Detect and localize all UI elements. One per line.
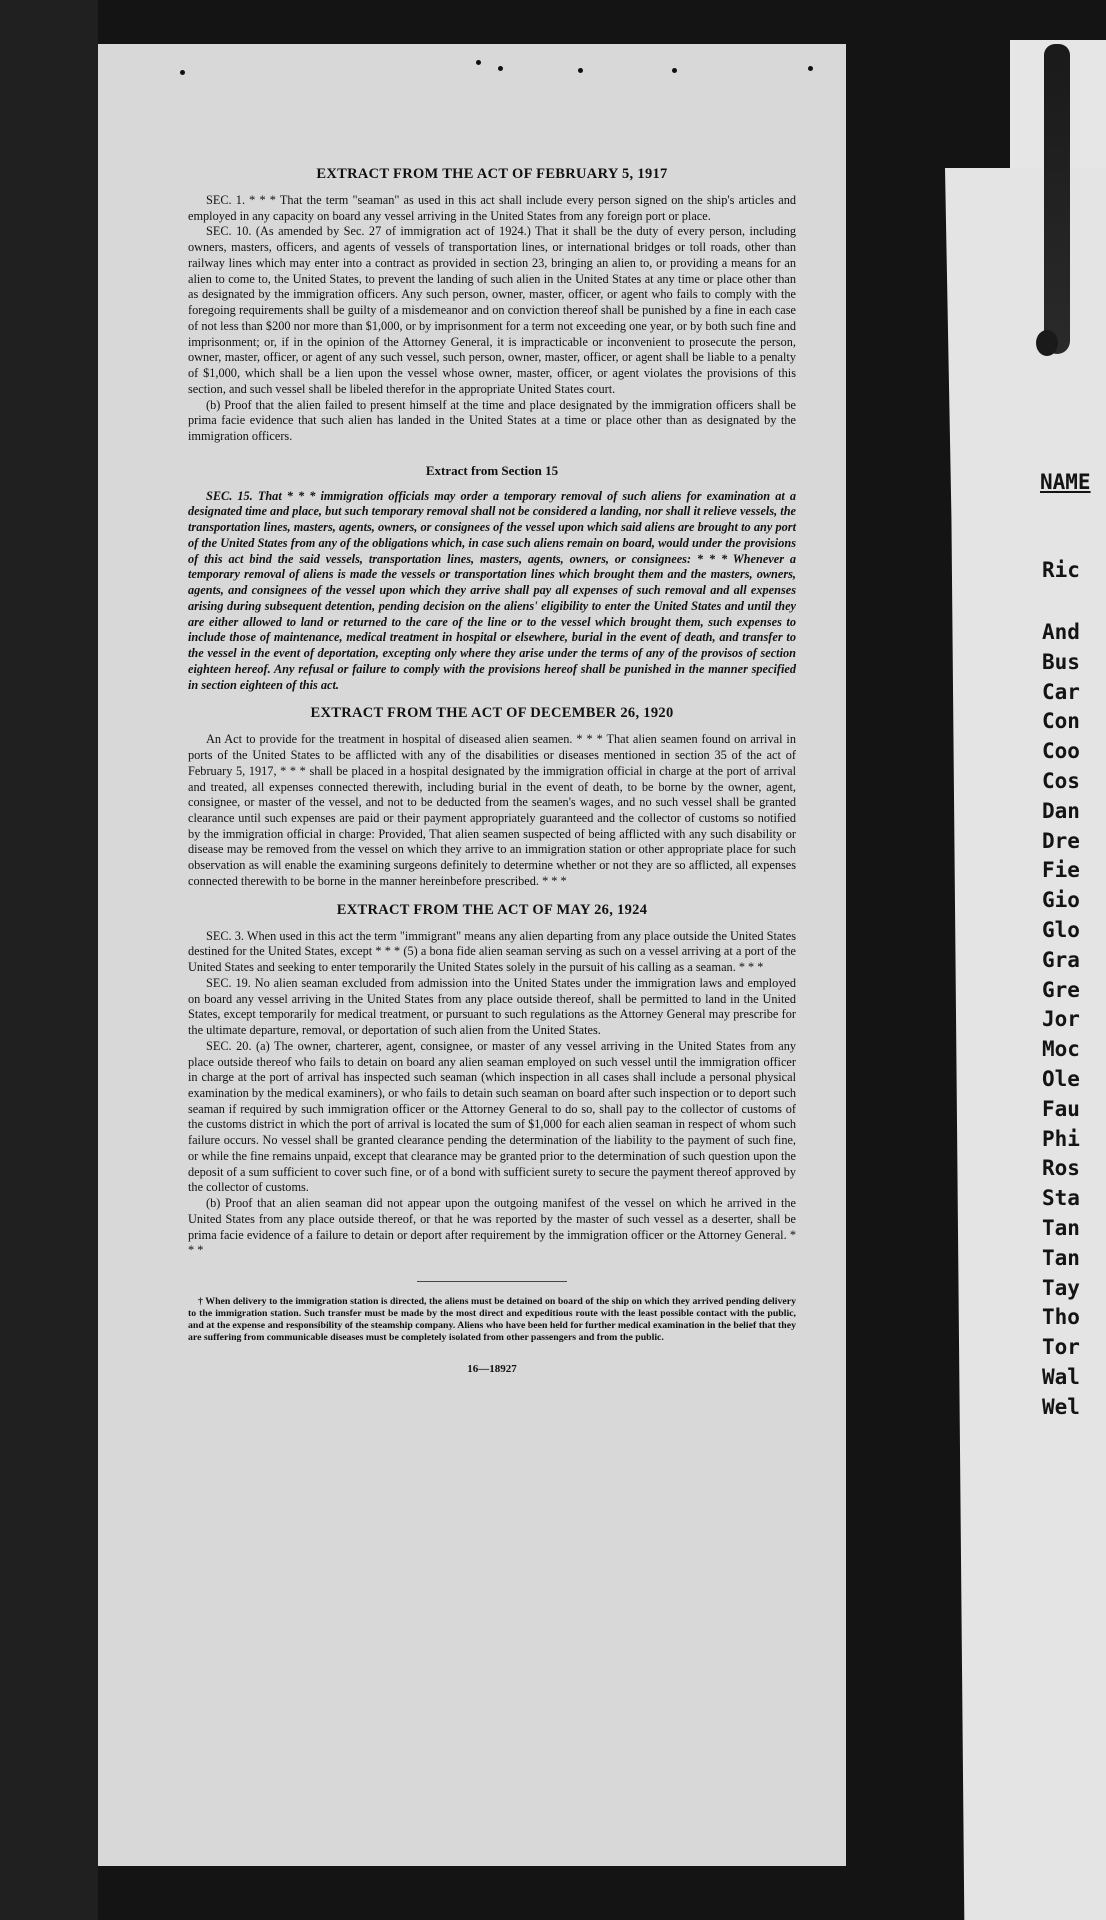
adjacent-page-name: Sta bbox=[1042, 1186, 1080, 1211]
paragraph: SEC. 19. No alien seaman excluded from admission into the United States under the immigration laws and employed on board any vessel arriving in the United States from any place outside thereof, shall be permitted to land in the United States, except temporarily for medical treatment, or pursuant to such regulations as the Attorney General may prescribe for the ultimate departure, removal, or deportation of such alien from the United States. bbox=[188, 975, 796, 1038]
adjacent-page-name: Wal bbox=[1042, 1364, 1080, 1389]
section-subtitle: Extract from Section 15 bbox=[425, 462, 559, 478]
divider bbox=[417, 1281, 567, 1282]
adjacent-page-name: Bus bbox=[1042, 649, 1080, 674]
section-title: EXTRACT FROM THE ACT OF DECEMBER 26, 1920 bbox=[310, 705, 674, 722]
ink-drop bbox=[1036, 330, 1058, 356]
paragraph: SEC. 10. (As amended by Sec. 27 of immigration act of 1924.) That it shall be the duty of every person, including owners, masters, officers, and agents of vessels of transportation lines, or international bridges or toll roads, other than railway lines which may enter into a contract as provided in section 23, bringing an alien to, or providing a means for an alien to come to, the United States, to prevent the landing of such alien in the United States at any time or place other than as designated by the immigration officers. Any such person, owner, master, officer, or agent who fails to comply with the foregoing requirements shall be guilty of a misdemeanor and on conviction thereof shall be punished by a fine in each case of not less than $200 nor more than $1,000, or by imprisonment for a term not exceeding one year, or by both such fine and imprisonment; or, if in the opinion of the Attorney General, it is impracticable or inconvenient to prosecute the person, owner, master, officer, or agent of any such vessel, such person, owner, master, officer, or agent shall be liable to a penalty of $1,000, which shall be a lien upon the vessel whose owner, master, officer, or agent violates the provisions of this section, and such vessel shall be libeled therefor in the appropriate United States court. bbox=[188, 224, 796, 396]
form-number: 16—18927 bbox=[467, 1362, 517, 1375]
adjacent-page-name: Dan bbox=[1042, 798, 1080, 823]
adjacent-page-name: Fau bbox=[1042, 1096, 1080, 1121]
adjacent-page-name: Ric bbox=[1042, 558, 1080, 582]
adjacent-page-name: Tor bbox=[1042, 1335, 1080, 1360]
section-title: EXTRACT FROM THE ACT OF MAY 26, 1924 bbox=[336, 901, 648, 918]
adjacent-page bbox=[945, 168, 1106, 1920]
adjacent-page-name: Gre bbox=[1042, 977, 1080, 1002]
adjacent-page-name: Coo bbox=[1042, 739, 1080, 764]
adjacent-page-name: Tan bbox=[1042, 1245, 1080, 1270]
adjacent-page-name: Tho bbox=[1042, 1305, 1080, 1330]
paragraph: An Act to provide for the treatment in hospital of diseased alien seamen. * * * That alien seamen found on arrival in ports of the United States to be afflicted with any of the disabilities or diseases mentioned in section 35 of the act of February 5, 1917, * * * shall be placed in a hospital designated by the immigration official in charge at the port of arrival and treated, all expenses connected therewith, including burial in the event of death, to be borne by the owner, agent, consignee, or master of the vessel, and not to be deducted from the seamen's wages, and no such vessel shall be granted clearance until such expenses are paid or their payment appropriately guaranteed and the collector of customs so notified by the immigration official in charge: Provided, That alien seamen suspected of being afflicted with any such disability or disease may be removed from the vessel on which they arrive to an immigration station or other appropriate place for such observation as will enable the examining surgeons definitely to determine whether or not they are so afflicted, all expenses connected therewith to be borne in the manner hereinbefore prescribed. * * * bbox=[188, 732, 796, 888]
adjacent-page-name: Ole bbox=[1042, 1066, 1080, 1091]
paragraph: SEC. 1. * * * That the term "seaman" as used in this act shall include every person signed on the ship's articles and employed in any capacity on board any vessel arriving in the United States from any foreign port or place. bbox=[188, 193, 796, 223]
paragraph: (b) Proof that the alien failed to present himself at the time and place designated by the immigration officers shall be prima facie evidence that such alien has landed in the United States at a time or place other than as designated by the immigration officers. bbox=[188, 397, 796, 444]
adjacent-page-name: Moc bbox=[1042, 1037, 1080, 1062]
ink-blot bbox=[1044, 44, 1070, 354]
paragraph: (b) Proof that an alien seaman did not appear upon the outgoing manifest of the vessel on which he arrived in the United States from any place outside thereof, or that he was reported by the master of such vessel as a deserter, shall be prima facie evidence of a failure to detain or deport after requirement by the immigration officer or the Attorney General. * * * bbox=[188, 1196, 796, 1258]
adjacent-page-name: Phi bbox=[1042, 1126, 1080, 1151]
adjacent-page-name: Dre bbox=[1042, 828, 1080, 853]
footnote: † When delivery to the immigration station is directed, the aliens must be detained on board of the ship on which they arrived pending delivery to the immigration station. Such transfer must be made by the most direct and expeditious route with the least possible contact with the public, and at the expense and responsibility of the steamship company. Aliens who have been held for further medical examination in the belief that they are suffering from communicable diseases must be completely isolated from other passengers and from the public. bbox=[188, 1296, 796, 1344]
adjacent-page-name-list bbox=[1042, 618, 1080, 1423]
adjacent-page-name: Fie bbox=[1042, 858, 1080, 883]
section-title: EXTRACT FROM THE ACT OF FEBRUARY 5, 1917 bbox=[316, 166, 668, 182]
adjacent-page-name: Tay bbox=[1042, 1275, 1080, 1300]
paragraph: SEC. 3. When used in this act the term "immigrant" means any alien departing from any place outside the United States destined for the United States, except * * * (5) a bona fide alien seaman serving as such on a vessel arriving at a port of the United States and seeking to enter temporarily the United States solely in the pursuit of his calling as a seaman. * * * bbox=[188, 928, 796, 975]
adjacent-page-name: Con bbox=[1042, 709, 1080, 734]
scan-left-margin bbox=[0, 0, 98, 1920]
adjacent-page-name: Jor bbox=[1042, 1007, 1080, 1032]
adjacent-page-name: Car bbox=[1042, 679, 1080, 704]
adjacent-page-header: NAME bbox=[1040, 470, 1091, 494]
adjacent-page-name: Gio bbox=[1042, 888, 1080, 913]
italic-paragraph: SEC. 15. That * * * immigration officials may order a temporary removal of such aliens for examination at a designated time and place, but such temporary removal shall not be considered a landing, nor shall it relieve vessels, the transportation lines, masters, agents, owners, or consignees of the vessel upon which said aliens are brought to any port of the United States from any of the obligations which, in case such aliens remain on board, would under the provisions of this act bind the said vessels, transportation lines, masters, agents, owners, or consignees: * * * Whenever a temporary removal of aliens is made the vessels or transportation lines which brought them and the masters, owners, agents, and consignees of the vessel upon which they arrive shall pay all expenses of such removal and all expenses arising during subsequent detention, pending decision on the aliens' eligibility to enter the United States and until they are either allowed to land or returned to the care of the line or to the vessel which brought them, such expenses to include those of maintenance, medical treatment in hospital or elsewhere, burial in the event of death, and transfer to the vessel in the event of deportation, excepting only where they arise under the terms of any of the provisos of section eighteen hereof. Any refusal or failure to comply with the provisions hereof shall be punished in the manner specified in section eighteen of this act. bbox=[188, 488, 796, 692]
adjacent-page-name: Cos bbox=[1042, 768, 1080, 793]
adjacent-page-name: Wel bbox=[1042, 1394, 1080, 1419]
adjacent-page-name: Tan bbox=[1042, 1215, 1080, 1240]
paragraph: SEC. 20. (a) The owner, charterer, agent, consignee, or master of any vessel arriving in the United States from any place outside thereof who fails to detain on board any alien seaman employed on such vessel until the immigration officer in charge at the port of arrival has inspected such seaman (which inspection in all cases shall include a personal physical examination by the medical examiners), or who fails to detain such seaman on board after such inspection or to deport such seaman if required by such immigration officer or the Attorney General to do so, shall pay to the collector of customs of the customs district in which the port of arrival is located the sum of $1,000 for each alien seaman in respect of whom such failure occurs. No vessel shall be granted clearance pending the determination of the liability to the payment of such fine, or while the fine remains unpaid, except that clearance may be granted prior to the determination of such question upon the deposit of a sum sufficient to cover such fine, or of a bond with sufficient surety to secure the payment thereof approved by the collector of customs. bbox=[188, 1038, 796, 1195]
adjacent-page-name: Glo bbox=[1042, 917, 1080, 942]
adjacent-page-name: And bbox=[1042, 620, 1080, 644]
scan-specks bbox=[98, 54, 846, 74]
adjacent-page-name: Ros bbox=[1042, 1156, 1080, 1181]
adjacent-page-name: Gra bbox=[1042, 947, 1080, 972]
document-page bbox=[98, 44, 846, 1866]
document-body bbox=[188, 166, 796, 1375]
